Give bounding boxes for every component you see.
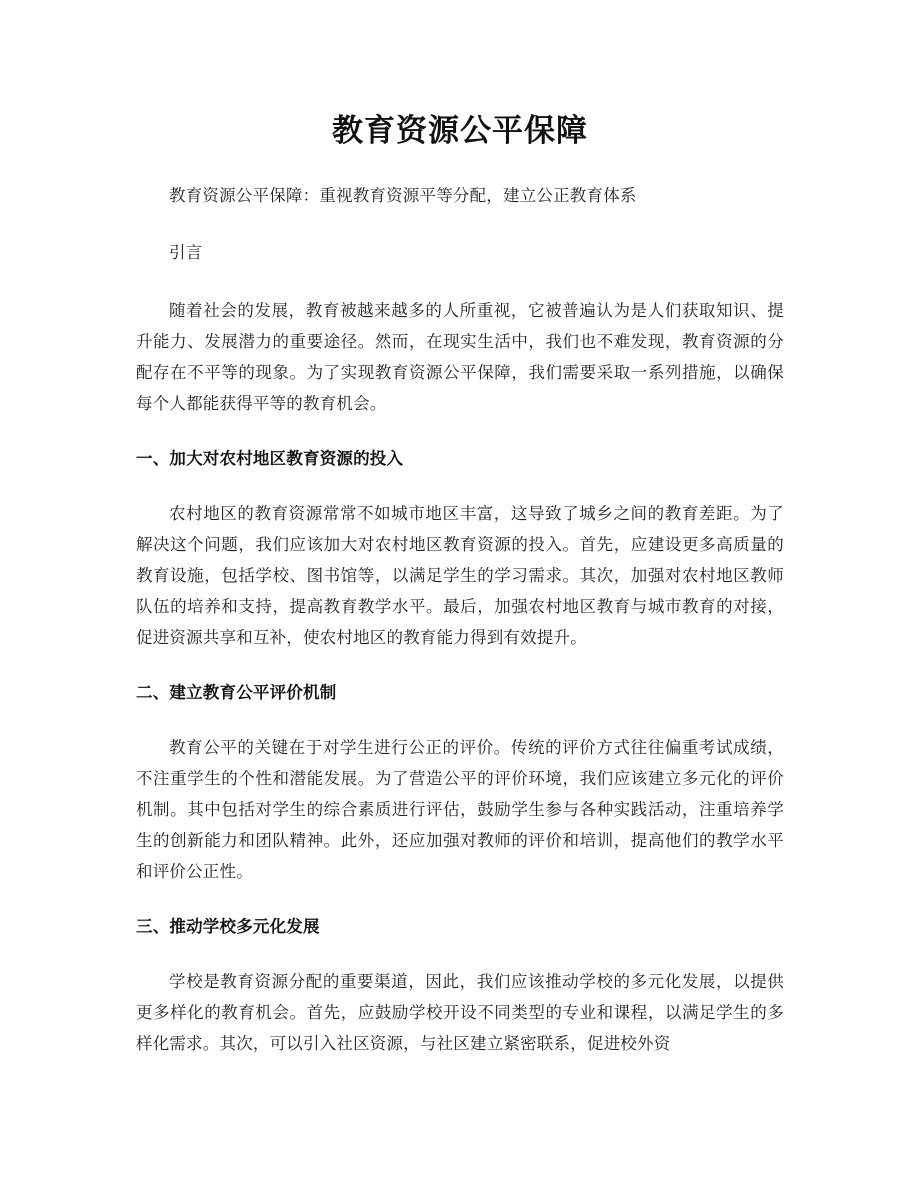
intro-label: 引言 <box>169 243 203 262</box>
section-heading-2: 二、建立教育公平评价机制 <box>136 683 337 702</box>
document-title: 教育资源公平保障 <box>332 113 588 149</box>
document-subtitle: 教育资源公平保障：重视教育资源平等分配，建立公正教育体系 <box>169 186 637 205</box>
intro-paragraph: 随着社会的发展，教育被越来越多的人所重视，它被普遍认为是人们获取知识、提升能力、发展潜力的重要途径。然而，在现实生活中，我们也不难发现，教育资源的分配存在不平等的现象。为了实现教育资源公平保障，我们需要采取一系列措施，以确保每个人都能获得平等的教育机会。 <box>136 301 784 413</box>
section-paragraph-2: 教育公平的关键在于对学生进行公正的评价。传统的评价方式往往偏重考试成绩，不注重学生的个性和潜能发展。为了营造公平的评价环境，我们应该建立多元化的评价机制。其中包括对学生的综合素质进行评估，鼓励学生参与各种实践活动，注重培养学生的创新能力和团队精神。此外，还应加强对教师的评价和培训，提高他们的教学水平和评价公正性。 <box>136 738 784 881</box>
section-paragraph-3: 学校是教育资源分配的重要渠道，因此，我们应该推动学校的多元化发展，以提供更多样化的教育机会。首先，应鼓励学校开设不同类型的专业和课程，以满足学生的多样化需求。其次，可以引入社区资源，与社区建立紧密联系，促进校外资 <box>136 972 784 1053</box>
section-paragraph-1: 农村地区的教育资源常常不如城市地区丰富，这导致了城乡之间的教育差距。为了解决这个问题，我们应该加大对农村地区教育资源的投入。首先，应建设更多高质量的教育设施，包括学校、图书馆等，以满足学生的学习需求。其次，加强对农村地区教师队伍的培养和支持，提高教育教学水平。最后，加强农村地区教育与城市教育的对接，促进资源共享和互补，使农村地区的教育能力得到有效提升。 <box>136 504 784 647</box>
section-heading-3: 三、推动学校多元化发展 <box>136 917 320 936</box>
section-heading-1: 一、加大对农村地区教育资源的投入 <box>136 449 404 468</box>
